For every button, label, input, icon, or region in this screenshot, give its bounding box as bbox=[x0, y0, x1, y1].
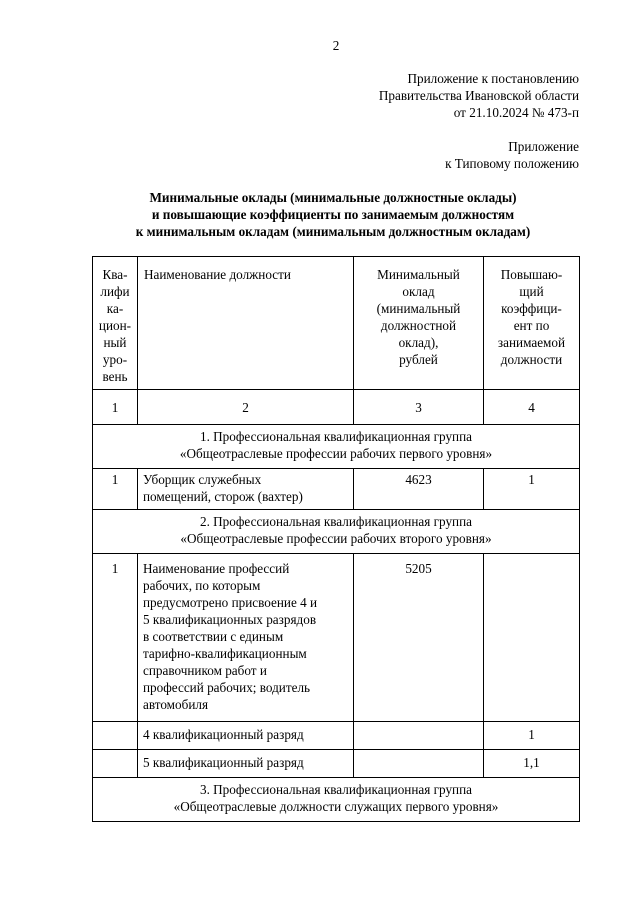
coefficient-cell: 1,1 bbox=[484, 750, 580, 778]
coefficient-cell: 1 bbox=[484, 722, 580, 750]
group-row-2 bbox=[93, 510, 580, 554]
header-coefficient: Повышаю- щий коэффици- ент по занимаемой должности bbox=[484, 257, 580, 390]
group-heading: 2. Профессиональная квалификационная группа «Общеотраслевые профессии рабочих второго уровня» bbox=[93, 510, 580, 554]
appendix-line: Приложение к постановлению bbox=[407, 71, 579, 86]
sub-appendix-line: Приложение bbox=[508, 139, 579, 154]
column-number: 2 bbox=[138, 390, 354, 425]
header-qualification-level: Ква- лифи ка- цион- ный уро- вень bbox=[93, 257, 138, 390]
table-row bbox=[93, 554, 580, 722]
column-number-row bbox=[93, 390, 580, 425]
header-minimum-salary: Минимальный оклад (минимальный должностной оклад), рублей bbox=[354, 257, 484, 390]
appendix-line: от 21.10.2024 № 473-п bbox=[453, 105, 579, 120]
table-row bbox=[93, 750, 580, 778]
salary-cell: 5205 bbox=[354, 554, 484, 722]
table-row bbox=[93, 469, 580, 510]
level-cell: 1 bbox=[93, 469, 138, 510]
document-title bbox=[60, 189, 606, 240]
table-row bbox=[93, 722, 580, 750]
appendix-reference bbox=[379, 70, 579, 121]
salary-table bbox=[92, 256, 580, 822]
title-line: и повышающие коэффициенты по занимаемым должностям bbox=[151, 207, 515, 222]
position-cell: Уборщик служебных помещений, сторож (вахтер) bbox=[138, 469, 354, 510]
level-cell bbox=[93, 722, 138, 750]
column-number: 4 bbox=[484, 390, 580, 425]
column-number: 1 bbox=[93, 390, 138, 425]
sub-appendix-line: к Типовому положению bbox=[445, 156, 579, 171]
title-line: Минимальные оклады (минимальные должностные оклады) bbox=[149, 190, 517, 205]
position-cell: 4 квалификационный разряд bbox=[138, 722, 354, 750]
title-line: к минимальным окладам (минимальным должностным окладам) bbox=[135, 224, 531, 239]
group-heading: 1. Профессиональная квалификационная группа «Общеотраслевые профессии рабочих первого уровня» bbox=[93, 425, 580, 469]
position-cell: Наименование профессий рабочих, по которым предусмотрено присвоение 4 и 5 квалификационных разрядов в соответствии с единым тарифно-квалификационным справочником работ и профессий рабочих; водитель автомобиля bbox=[138, 554, 354, 722]
header-position-name: Наименование должности bbox=[138, 257, 354, 390]
page-number: 2 bbox=[332, 38, 340, 53]
level-cell bbox=[93, 750, 138, 778]
coefficient-cell bbox=[484, 554, 580, 722]
group-heading: 3. Профессиональная квалификационная группа «Общеотраслевые должности служащих первого уровня» bbox=[93, 778, 580, 822]
sub-appendix-reference bbox=[445, 138, 579, 172]
salary-cell: 4623 bbox=[354, 469, 484, 510]
level-cell: 1 bbox=[93, 554, 138, 722]
appendix-line: Правительства Ивановской области bbox=[378, 88, 579, 103]
position-cell: 5 квалификационный разряд bbox=[138, 750, 354, 778]
salary-cell bbox=[354, 750, 484, 778]
table-header-row bbox=[93, 257, 580, 390]
salary-cell bbox=[354, 722, 484, 750]
group-row-3 bbox=[93, 778, 580, 822]
column-number: 3 bbox=[354, 390, 484, 425]
coefficient-cell: 1 bbox=[484, 469, 580, 510]
group-row-1 bbox=[93, 425, 580, 469]
